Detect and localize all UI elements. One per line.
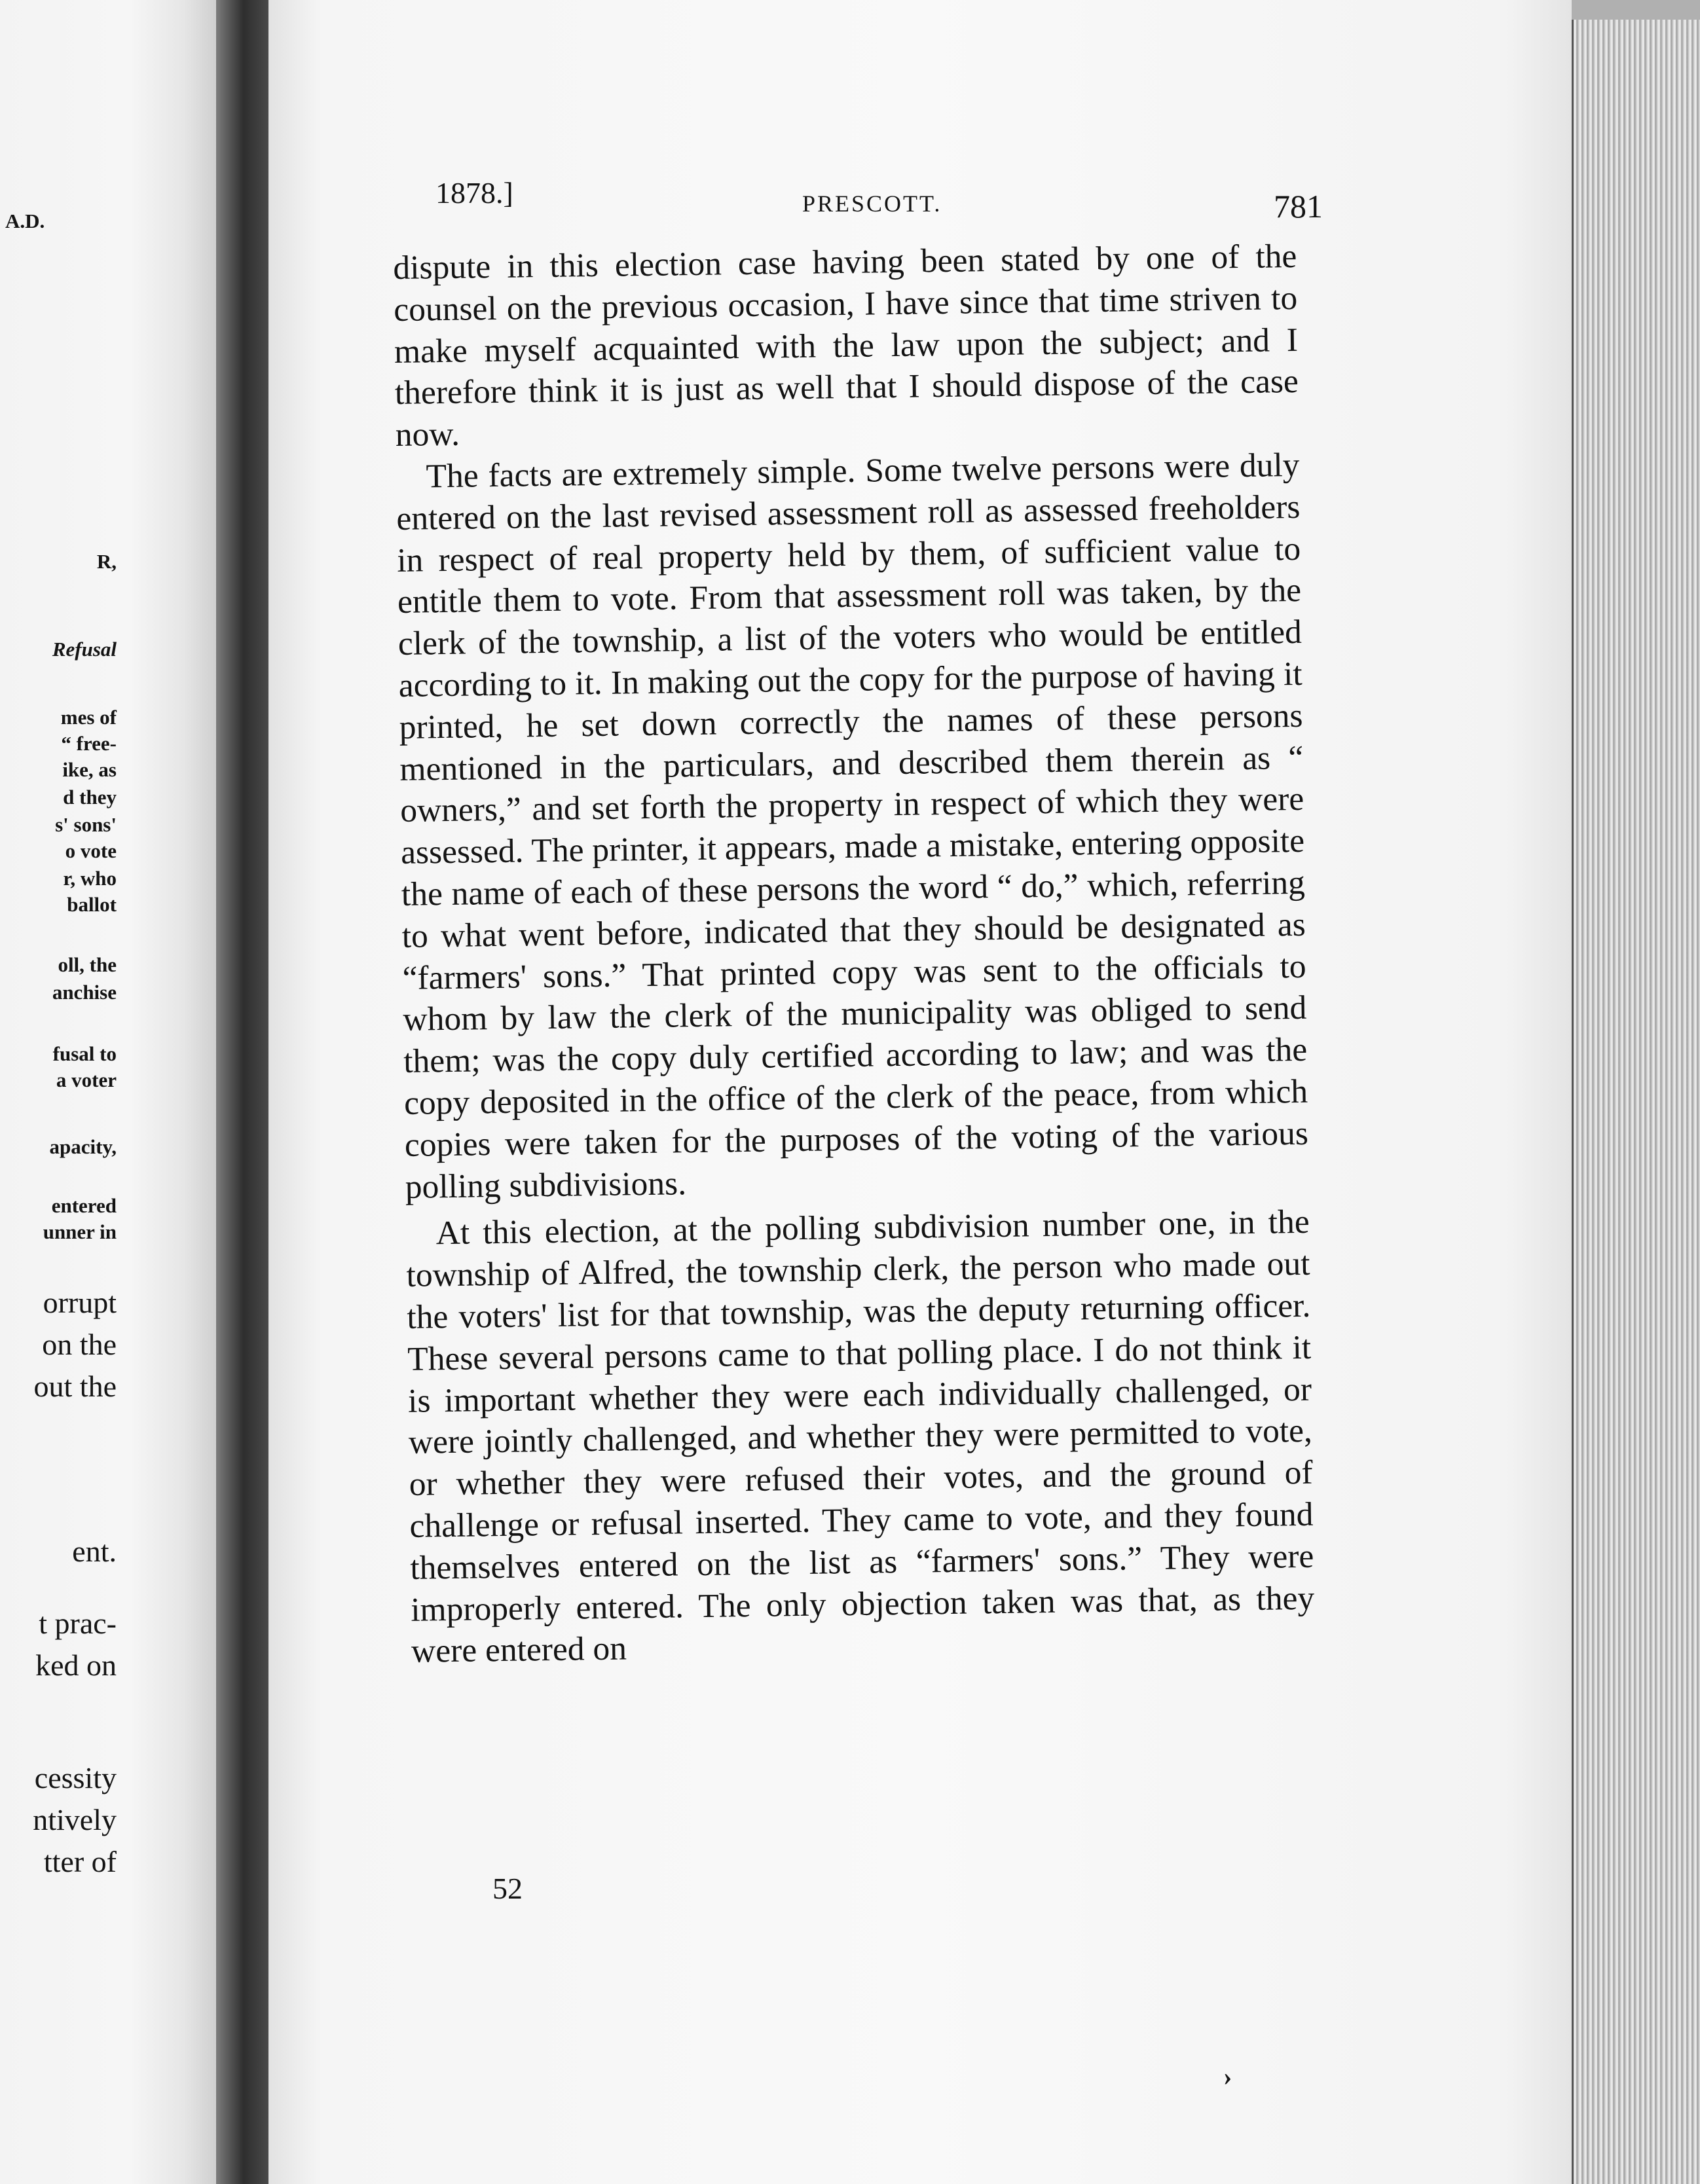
left-margin-line: mes of [60, 706, 117, 729]
left-margin-line: ent. [72, 1535, 117, 1568]
left-margin-text [0, 0, 216, 2184]
left-margin-line: o vote [65, 839, 117, 862]
left-margin-line: on the [42, 1328, 117, 1361]
left-margin-line: Refusal [52, 638, 117, 661]
left-margin-line: R, [96, 550, 117, 573]
page-edges [1572, 20, 1700, 2184]
left-margin-line: r, who [63, 867, 117, 890]
left-margin-line: ike, as [62, 758, 117, 781]
left-margin-line: “ free- [61, 732, 117, 755]
left-page-fragment [0, 0, 216, 2184]
left-margin-line: fusal to [52, 1042, 117, 1065]
stray-mark: › [1223, 2062, 1232, 2091]
paragraph: dispute in this election case having been stated by one of the counsel on the previous occasion, I have since that time striven to make myself acquainted with the law upon the subject; and I therefore think it is just as well that I should dispose of the case now. [393, 237, 1299, 454]
running-head-title: PRESCOTT. [802, 191, 942, 217]
running-head-year: 1878.] [435, 176, 513, 209]
paragraph: The facts are extremely simple. Some twelve persons were duly entered on the last revised assessment roll as assessed freeholders in respect of real property held by them, of sufficient value to entitle them to vote. From that assessment roll was taken, by the clerk of the township, a list of the voters who would be entitled according to it. In making out the copy for the purpose of having it printed, he set down correctly the names of these persons mentioned in the particulars, and described them therein as “ owners,” and set forth the property in respect of which they were assessed. The printer, it appears, made a mistake, entering opposite the name of each of these persons the word “ do,” which, referring to what went before, indicated that they should be designated as “farmers' sons.” That printed copy was sent to the officials to whom by law the clerk of the municipality was obliged to send them; was the copy duly certified according to law; and was the copy deposited in the office of the clerk of the peace, from which copies were taken for the purposes of the voting of the various polling subdivisions. [396, 446, 1309, 1206]
left-margin-line: oll, the [58, 953, 117, 976]
left-margin-line: t prac- [39, 1607, 117, 1640]
paragraph: At this election, at the polling subdivision number one, in the township of Alfred, the township clerk, the person who made out the voters' list for that township, was the deputy returning officer. These several persons came to that polling place. I do not think it is important whether they were each individually challenged, or were jointly challenged, and whether they were permitted to vote, or whether they were refused their votes, and the ground of challenge or refusal inserted. They came to vote, and they found themselves entered on the list as “farmers' sons.” They were improperly entered. The only objection taken was that, as they were entered on [406, 1203, 1315, 1671]
left-margin-line: unner in [43, 1220, 117, 1243]
left-margin-line: tter of [43, 1845, 117, 1878]
body-text [393, 236, 1315, 1673]
left-margin-line: anchise [52, 981, 117, 1004]
left-margin-line: ked on [35, 1648, 117, 1682]
signature-mark: 52 [492, 1872, 523, 1905]
left-margin-line: cessity [34, 1761, 117, 1794]
page-number: 781 [1274, 188, 1323, 225]
left-margin-line: out the [33, 1370, 117, 1403]
left-margin-line: ballot [67, 893, 117, 916]
left-margin-line: A.D. [5, 209, 45, 232]
left-margin-line: entered [51, 1194, 117, 1217]
left-margin-line: ntively [33, 1803, 117, 1836]
left-margin-line: a voter [56, 1068, 117, 1091]
left-margin-line: d they [63, 786, 117, 809]
running-head [435, 175, 1323, 225]
left-margin-line: orrupt [43, 1286, 117, 1319]
left-margin-line: s' sons' [55, 813, 117, 836]
left-margin-line: apacity, [49, 1135, 117, 1158]
